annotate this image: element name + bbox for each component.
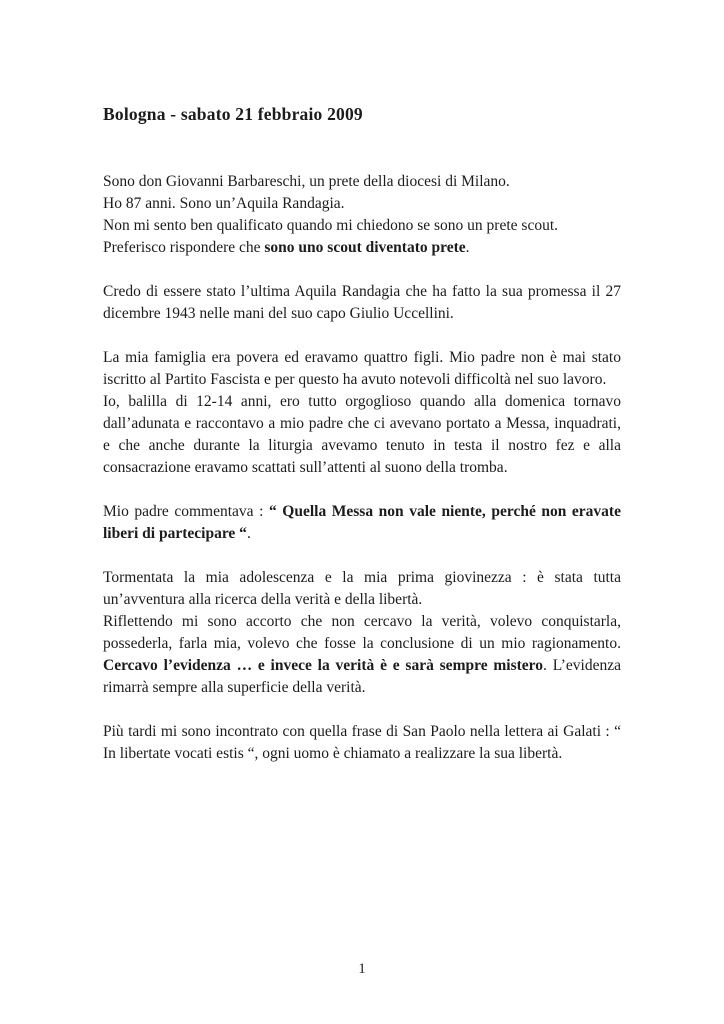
text-run: Più tardi mi sono incontrato con quella frase di San Paolo nella lettera ai Galati : “ In libertate vocati estis “, ogni uomo è chiamato a realizzare la sua libertà. — [103, 723, 621, 762]
text-run: Mio padre commentava : — [103, 503, 269, 520]
bold-text-run: “ Quella Messa non vale niente, perché non eravate liberi di partecipare “ — [103, 503, 621, 542]
text-run: . — [246, 525, 251, 542]
text-run: Io, balilla di 12-14 anni, ero tutto orgoglioso quando alla domenica tornavo dall’adunata e raccontavo a mio padre che ci avevano portato a Messa, inquadrati, e che anche durante la liturgia avevamo tenuto in testa il nostro fez e alla consacrazione eravamo scattati sull’attenti al suono della tromba. — [103, 393, 621, 476]
paragraph — [103, 501, 621, 545]
text-run: Ho 87 anni. Sono un’Aquila Randagia. — [103, 195, 345, 212]
paragraph — [103, 347, 621, 479]
text-run: Sono don Giovanni Barbareschi, un prete della diocesi di Milano. — [103, 173, 510, 190]
paragraph — [103, 171, 621, 259]
document-title: Bologna - sabato 21 febbraio 2009 — [103, 104, 363, 124]
text-run: . — [465, 239, 470, 256]
document-body — [103, 171, 621, 765]
text-run: Tormentata la mia adolescenza e la mia prima giovinezza : è stata tutta un’avventura alla ricerca della verità e della libertà. — [103, 569, 621, 608]
text-run: Riflettendo mi sono accorto che non cercavo la verità, volevo conquistarla, possederla, farla mia, volevo che fosse la conclusione di un mio ragionamento. — [103, 613, 621, 652]
bold-text-run: sono uno scout diventato prete — [264, 239, 466, 256]
paragraph — [103, 281, 621, 325]
text-run: . L’evidenza rimarrà sempre alla superficie della verità. — [103, 657, 621, 696]
page-number: 1 — [358, 961, 366, 977]
paragraph — [103, 721, 621, 765]
text-run: Credo di essere stato l’ultima Aquila Randagia che ha fatto la sua promessa il 27 dicembre 1943 nelle mani del suo capo Giulio Uccellini. — [103, 283, 621, 322]
paragraph — [103, 567, 621, 699]
text-run: La mia famiglia era povera ed eravamo quattro figli. Mio padre non è mai stato iscritto al Partito Fascista e per questo ha avuto notevoli difficoltà nel suo lavoro. — [103, 349, 621, 388]
bold-text-run: Cercavo l’evidenza … e invece la verità è e sarà sempre mistero — [103, 657, 544, 674]
text-run: Preferisco rispondere che — [103, 239, 265, 256]
text-run: Non mi sento ben qualificato quando mi chiedono se sono un prete scout. — [103, 217, 559, 234]
